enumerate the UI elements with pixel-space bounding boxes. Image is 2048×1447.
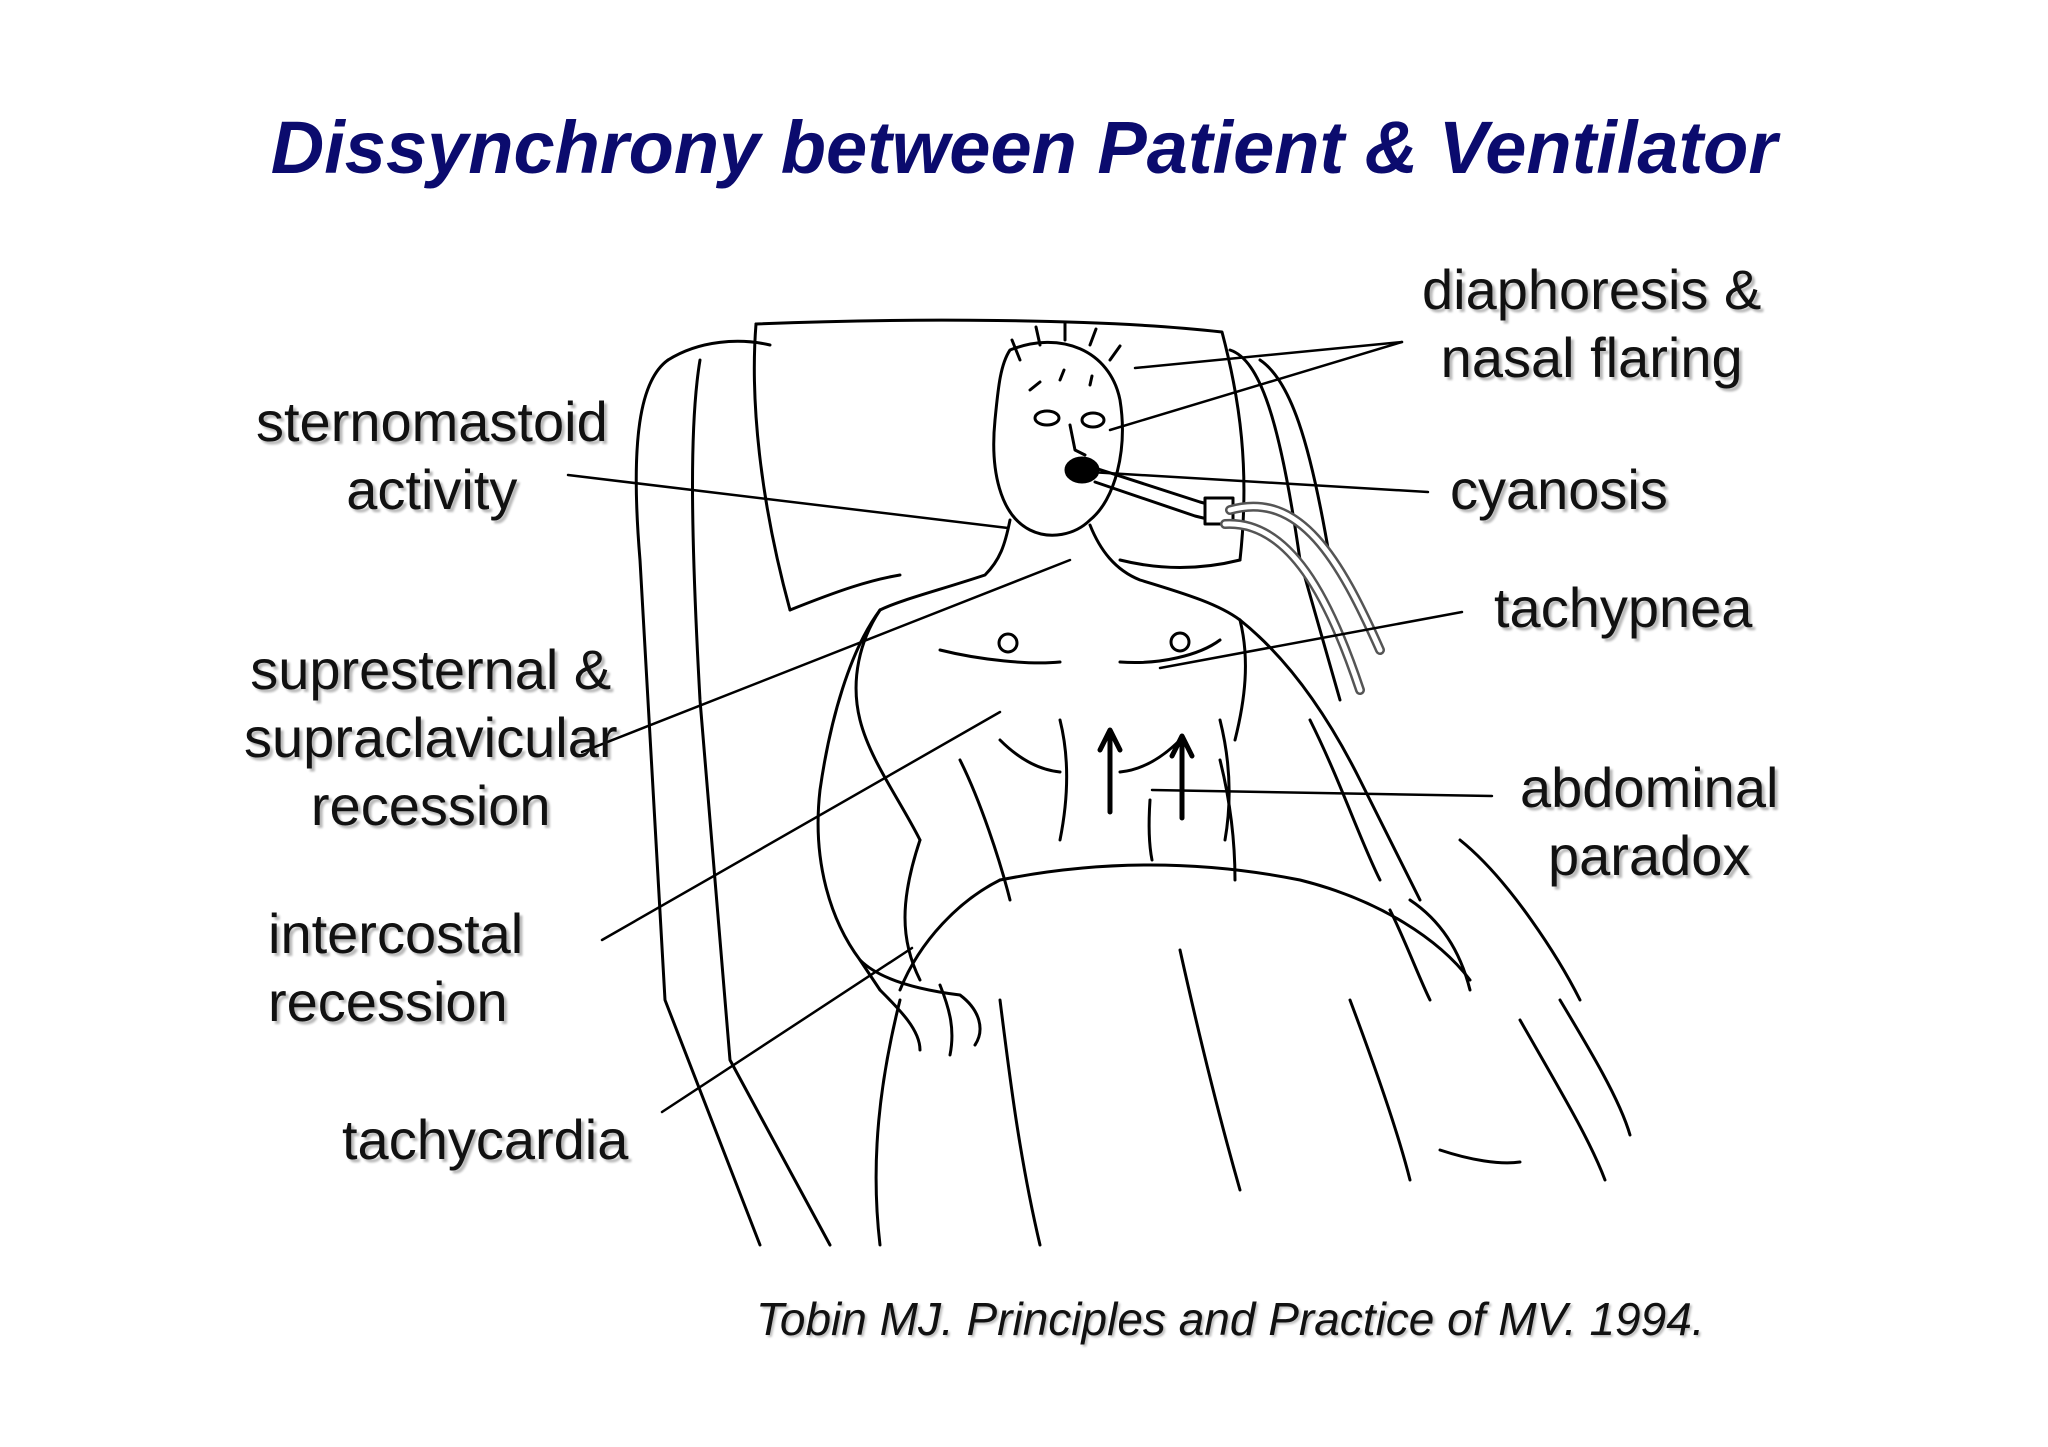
- label-supresternal-line-2: supraclavicular: [244, 706, 618, 769]
- leader-abdominal: [1152, 790, 1492, 796]
- patient-head: [994, 322, 1123, 535]
- leader-supresternal: [582, 560, 1070, 752]
- label-abdominal-paradox: [1520, 754, 1778, 890]
- label-abdominal-line-1: abdominal: [1520, 756, 1779, 819]
- citation: Tobin MJ. Principles and Practice of MV. 1994.: [756, 1293, 1705, 1345]
- label-diaphoresis-nasal-flaring: [1422, 256, 1761, 392]
- label-supresternal-line-1: supresternal &: [250, 638, 612, 701]
- label-sternomastoid-activity: [256, 388, 608, 524]
- patient-torso: [856, 520, 1245, 900]
- label-diaphoresis-line-1: diaphoresis &: [1422, 258, 1762, 321]
- label-supresternal-recession: [244, 636, 618, 840]
- label-supresternal-line-3: recession: [310, 774, 551, 837]
- label-diaphoresis-line-2: nasal flaring: [1440, 326, 1743, 389]
- label-intercostal-recession: [268, 900, 523, 1036]
- label-sternomastoid-line-2: activity: [346, 458, 518, 521]
- leader-intercostal: [602, 712, 1000, 940]
- leader-tachycardia: [662, 948, 912, 1112]
- slide-title: Dissynchrony between Patient & Ventilator: [270, 106, 1778, 189]
- leader-lines: [568, 342, 1492, 1112]
- label-tachypnea: tachypnea: [1494, 576, 1753, 639]
- leader-tachypnea: [1160, 612, 1462, 668]
- label-tachycardia: tachycardia: [342, 1108, 629, 1171]
- leader-sternomastoid: [568, 475, 1008, 528]
- label-sternomastoid-line-1: sternomastoid: [256, 390, 608, 453]
- label-intercostal-line-1: intercostal: [268, 902, 524, 965]
- blanket: [876, 865, 1605, 1245]
- label-intercostal-line-2: recession: [268, 970, 508, 1033]
- label-cyanosis: cyanosis: [1450, 458, 1668, 521]
- label-abdominal-line-2: paradox: [1548, 824, 1751, 887]
